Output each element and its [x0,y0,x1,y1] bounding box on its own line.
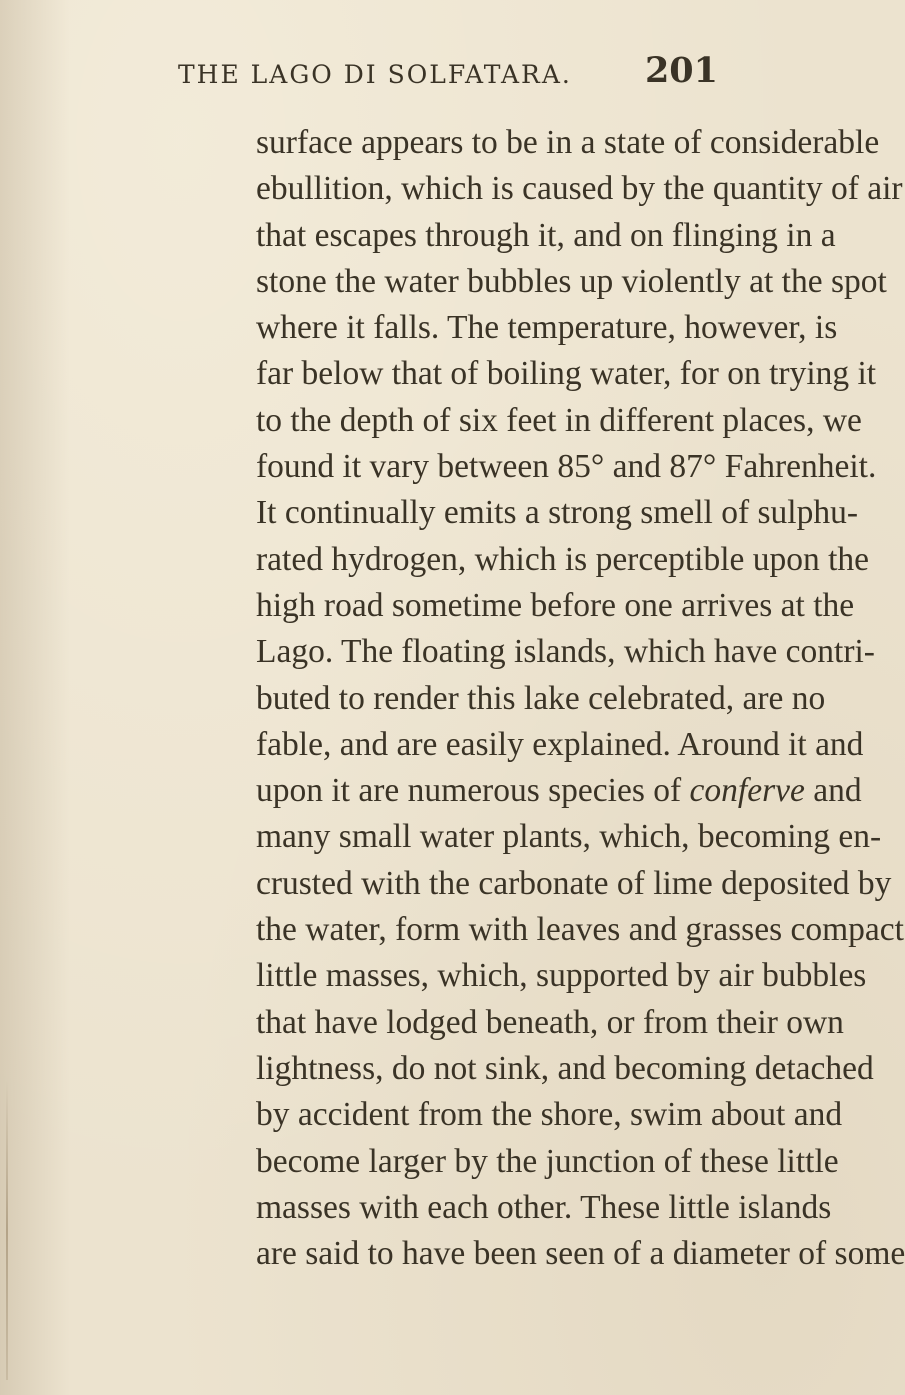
body-text [0,120,905,1277]
text-line: found it vary between 85° and 87° Fahrenheit. [256,448,877,486]
text-line: stone the water bubbles up violently at the spot [256,262,887,300]
text-line: by accident from the shore, swim about and [256,1096,843,1134]
text-line: ebullition, which is caused by the quantity of air [256,170,903,208]
text-line: become larger by the junction of these little [256,1142,839,1180]
text-line: that escapes through it, and on flinging in a [256,216,836,254]
text-line: little masses, which, supported by air bubbles [256,957,867,995]
italic-term: conferve [689,772,805,810]
text-line: Lago. The floating islands, which have contri- [256,633,875,671]
text-line: high road sometime before one arrives at the [256,586,855,624]
text-line: to the depth of six feet in different places, we [256,401,862,439]
text-line: are said to have been seen of a diameter of some [256,1235,905,1273]
running-head [178,50,718,110]
text-line: masses with each other. These little islands [256,1188,832,1226]
text-line: far below that of boiling water, for on trying it [256,355,877,393]
text-line: many small water plants, which, becoming en- [256,818,882,856]
text-line: crusted with the carbonate of lime deposited by [256,864,892,902]
text-line: fable, and are easily explained. Around it and [256,725,864,763]
text-line: lightness, do not sink, and becoming detached [256,1049,874,1087]
text-line: rated hydrogen, which is perceptible upon the [256,540,870,578]
text-line: upon it are numerous species of conferve and [256,772,862,810]
text-line: where it falls. The temperature, however, is [256,309,838,347]
page-number: 201 [644,50,718,91]
text-line: surface appears to be in a state of considerable [256,124,880,161]
text-line: buted to render this lake celebrated, are no [256,679,826,717]
running-title: THE LAGO DI SOLFATARA. [178,60,572,89]
text-line: that have lodged beneath, or from their own [256,1003,844,1041]
text-line: the water, form with leaves and grasses compact [256,911,904,949]
text-line: It continually emits a strong smell of sulphu- [256,494,858,532]
